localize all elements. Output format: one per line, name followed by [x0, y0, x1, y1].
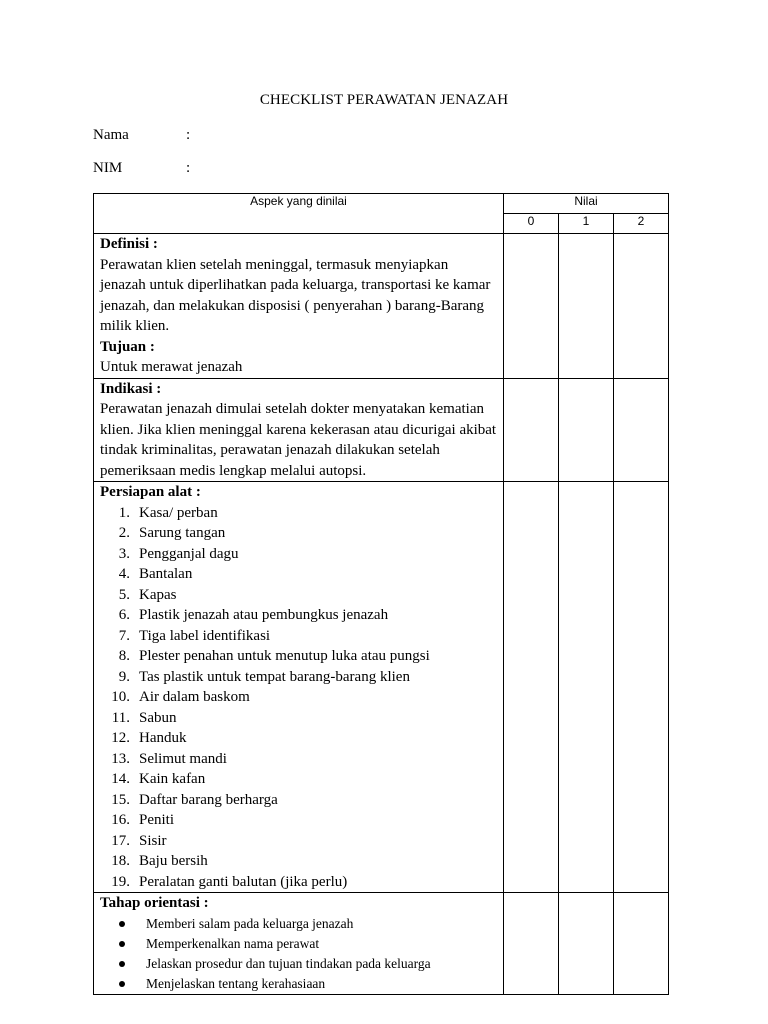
score-cell-2[interactable] — [614, 378, 669, 482]
row-orientasi — [94, 893, 669, 995]
list-item — [111, 810, 497, 831]
list-item-number: 19. — [111, 873, 130, 890]
list-item-label: Tiga label identifikasi — [139, 627, 271, 644]
list-item-label: Tas plastik untuk tempat barang-barang klien — [139, 668, 410, 685]
nim-label: NIM — [93, 160, 123, 176]
orientasi-list — [100, 914, 497, 994]
bullet-label: Memberi salam pada keluarga jenazah — [146, 915, 354, 931]
score-cell-1[interactable] — [559, 234, 614, 379]
list-item-label: Air dalam baskom — [139, 689, 250, 705]
list-item-number: 9. — [118, 668, 130, 685]
list-item-number: 1. — [118, 504, 130, 521]
list-item-number: 3. — [118, 545, 130, 562]
list-item-label: Kapas — [139, 586, 177, 603]
nama-colon: : — [186, 127, 191, 143]
indikasi-text: Perawatan jenazah dimulai setelah dokter menyatakan kematian klien. Jika klien meninggal karena kekerasan atau dicurigai akibat tindak kriminalitas, perawatan jenazah dilakukan setelah pemeriksaan medis lengkap melalui autopsi. — [100, 401, 497, 479]
tujuan-heading: Tujuan : — [100, 338, 155, 355]
list-item-label: Baju bersih — [139, 853, 208, 869]
list-item — [118, 667, 497, 688]
list-item — [118, 523, 497, 544]
score-cell-2[interactable] — [614, 234, 669, 379]
persiapan-heading: Persiapan alat : — [100, 484, 201, 500]
indikasi-cell — [94, 378, 504, 482]
list-item — [111, 872, 497, 893]
nama-label: Nama — [93, 127, 129, 143]
bullet-item — [146, 954, 497, 974]
checklist-table — [93, 193, 669, 995]
indikasi-heading: Indikasi : — [100, 380, 162, 397]
document-title: CHECKLIST PERAWATAN JENAZAH — [259, 92, 509, 108]
score-cell-1[interactable] — [559, 893, 614, 995]
definisi-heading: Definisi : — [100, 236, 158, 252]
header-score-0: 0 — [504, 214, 559, 234]
row-persiapan — [94, 482, 669, 893]
list-item-label: Plester penahan untuk menutup luka atau pungsi — [139, 648, 430, 664]
list-item-label: Daftar barang berharga — [139, 791, 278, 808]
list-item — [118, 585, 497, 606]
nama-field — [93, 127, 191, 144]
list-item — [118, 564, 497, 585]
definisi-text: Perawatan klien setelah meninggal, termasuk menyiapkan jenazah untuk diperlihatkan pada keluarga, transportasi ke kamar jenazah, dan melakukan disposisi ( penyerahan ) barang-Barang milik klien. — [100, 256, 491, 334]
bullet-icon — [119, 981, 125, 987]
score-cell-0[interactable] — [504, 378, 559, 482]
list-item — [111, 769, 497, 790]
bullet-icon — [119, 941, 125, 947]
row-indikasi — [94, 378, 669, 482]
list-item — [111, 728, 497, 749]
list-item-label: Peniti — [139, 812, 175, 828]
bullet-label: Memperkenalkan nama perawat — [146, 935, 320, 951]
score-cell-1[interactable] — [559, 378, 614, 482]
list-item-number: 12. — [111, 730, 130, 746]
list-item — [118, 503, 497, 524]
list-item — [111, 851, 497, 872]
score-cell-1[interactable] — [559, 482, 614, 893]
list-item-number: 6. — [118, 607, 130, 623]
nim-colon: : — [186, 160, 191, 176]
bullet-item — [146, 974, 497, 994]
list-item-label: Kain kafan — [139, 771, 206, 787]
list-item — [111, 790, 497, 811]
list-item-number: 7. — [118, 627, 130, 644]
list-item-number: 14. — [111, 771, 130, 787]
bullet-icon — [119, 921, 125, 927]
bullet-label: Jelaskan prosedur dan tujuan tindakan pada keluarga — [146, 955, 431, 971]
list-item-label: Pengganjal dagu — [139, 545, 239, 562]
list-item-number: 4. — [118, 566, 130, 582]
list-item-number: 2. — [118, 525, 130, 541]
list-item-number: 13. — [111, 750, 130, 767]
list-item-label: Selimut mandi — [139, 750, 227, 767]
list-item-number: 15. — [111, 791, 130, 808]
list-item — [118, 646, 497, 667]
list-item-number: 8. — [118, 648, 130, 664]
score-cell-2[interactable] — [614, 482, 669, 893]
list-item — [111, 749, 497, 770]
list-item-label: Peralatan ganti balutan (jika perlu) — [139, 873, 348, 890]
list-item — [111, 708, 497, 729]
list-item-number: 10. — [111, 689, 130, 705]
tujuan-text: Untuk merawat jenazah — [100, 359, 243, 375]
list-item-label: Bantalan — [139, 566, 193, 582]
orientasi-cell — [94, 893, 504, 995]
list-item — [118, 626, 497, 647]
score-cell-0[interactable] — [504, 482, 559, 893]
list-item — [111, 831, 497, 852]
score-cell-0[interactable] — [504, 893, 559, 995]
bullet-label: Menjelaskan tentang kerahasiaan — [146, 975, 326, 991]
score-cell-0[interactable] — [504, 234, 559, 379]
list-item-label: Sisir — [139, 832, 167, 849]
orientasi-heading: Tahap orientasi : — [100, 895, 209, 911]
list-item-label: Sarung tangan — [139, 525, 226, 541]
header-score-1: 1 — [559, 214, 614, 234]
list-item — [118, 544, 497, 565]
score-cell-2[interactable] — [614, 893, 669, 995]
persiapan-cell — [94, 482, 504, 893]
list-item-number: 5. — [118, 586, 130, 603]
list-item-label: Handuk — [139, 730, 187, 746]
list-item-number: 17. — [111, 832, 130, 849]
list-item-label: Sabun — [139, 709, 177, 726]
list-item-label: Kasa/ perban — [139, 504, 218, 521]
list-item — [111, 687, 497, 708]
header-aspek: Aspek yang dinilai — [94, 194, 504, 234]
list-item-number: 11. — [111, 709, 130, 726]
header-nilai: Nilai — [504, 194, 669, 214]
row-definisi — [94, 234, 669, 379]
list-item-number: 16. — [111, 812, 130, 828]
persiapan-list — [100, 503, 497, 893]
list-item-number: 18. — [111, 853, 130, 869]
list-item-label: Plastik jenazah atau pembungkus jenazah — [139, 607, 389, 623]
list-item — [118, 605, 497, 626]
bullet-icon — [119, 961, 125, 967]
bullet-item — [146, 914, 497, 934]
bullet-item — [146, 934, 497, 954]
nim-field — [93, 160, 191, 177]
definisi-cell — [94, 234, 504, 379]
header-score-2: 2 — [614, 214, 669, 234]
